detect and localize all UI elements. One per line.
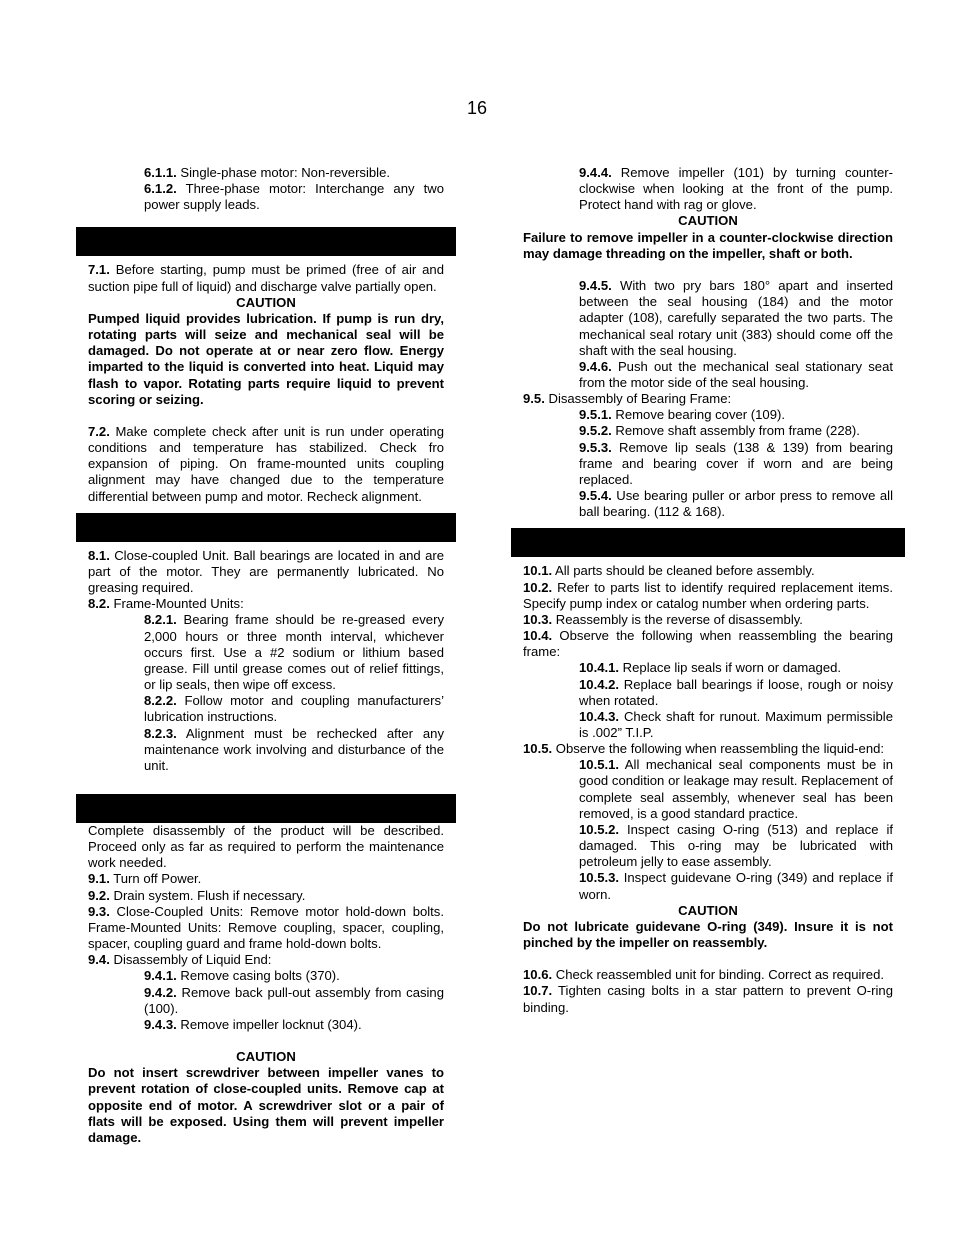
paragraph-10-4-1: 10.4.1. Replace lip seals if worn or damaged. bbox=[579, 660, 842, 676]
paragraph-8-2-3: 8.2.3. Alignment must be rechecked after any maintenance work involving and disturbance of the unit. bbox=[144, 725, 444, 773]
caution-label: CAUTION bbox=[236, 1049, 296, 1065]
caution-text: Failure to remove impeller in a counter-clockwise direction may damage threading on the impeller, shaft or both. bbox=[523, 229, 893, 261]
paragraph-8-2: 8.2. Frame-Mounted Units: bbox=[88, 596, 244, 612]
page-number: 16 bbox=[466, 98, 488, 118]
section-header-bar-7 bbox=[76, 227, 456, 256]
paragraph-9-2: 9.2. Drain system. Flush if necessary. bbox=[88, 887, 306, 903]
paragraph-9-1: 9.1. Turn off Power. bbox=[88, 871, 202, 887]
paragraph-9-4: 9.4. Disassembly of Liquid End: bbox=[88, 952, 272, 968]
caution-label: CAUTION bbox=[236, 294, 296, 310]
paragraph-9-intro: Complete disassembly of the product will be described. Proceed only as far as required to perform the maintenance work needed. bbox=[88, 822, 444, 871]
paragraph-9-3: 9.3. Close-Coupled Units: Remove motor hold-down bolts. Frame-Mounted Units: Remove coupling, spacer, coupling, spacer, coupling guard and frame hold-down bolts. bbox=[88, 903, 444, 952]
paragraph-7-1: 7.1. Before starting, pump must be primed (free of air and suction pipe full of liquid) and discharge valve partially open. bbox=[88, 262, 444, 294]
paragraph-10-1: 10.1. All parts should be cleaned before assembly. bbox=[523, 563, 815, 579]
section-header-bar-9 bbox=[76, 794, 456, 823]
left-column bbox=[88, 165, 444, 1146]
paragraph-10-7: 10.7. Tighten casing bolts in a star pattern to prevent O-ring binding. bbox=[523, 983, 893, 1015]
paragraph-10-2: 10.2. Refer to parts list to identify required replacement items. Specify pump index or catalog number when ordering parts. bbox=[523, 579, 893, 611]
paragraph-9-4-5: 9.4.5. With two pry bars 180° apart and inserted between the seal housing (184) and the motor adapter (108), carefully separated the two parts. The mechanical seal rotary unit (383) should come off the shaft with the seal housing. bbox=[579, 278, 893, 358]
paragraph-8-2-2: 8.2.2. Follow motor and coupling manufacturers’ lubrication instructions. bbox=[144, 693, 444, 725]
paragraph-9-5: 9.5. Disassembly of Bearing Frame: bbox=[523, 391, 732, 407]
caution-label: CAUTION bbox=[678, 213, 738, 229]
paragraph-9-4-4: 9.4.4. Remove impeller (101) by turning counter-clockwise when looking at the front of the pump. Protect hand with rag or glove. bbox=[579, 165, 893, 213]
section-header-bar-8 bbox=[76, 513, 456, 542]
paragraph-7-2: 7.2. Make complete check after unit is run under operating conditions and temperature has stabilized. Check fro expansion of piping. On frame-mounted units coupling alignment may have changed due to the temperature differential between pump and motor. Recheck alignment. bbox=[88, 424, 444, 504]
paragraph-9-4-1: 9.4.1. Remove casing bolts (370). bbox=[144, 968, 340, 984]
caution-text: Do not lubricate guidevane O-ring (349). Insure it is not pinched by the impeller on reassembly. bbox=[523, 918, 893, 951]
caution-text: Pumped liquid provides lubrication. If pump is run dry, rotating parts will seize and mechanical seal will be damaged. Do not operate at or near zero flow. Energy imparted to the liquid is converted into heat. Liquid may flash to vapor. Rotating parts require liquid to prevent scoring or seizing. bbox=[88, 310, 444, 407]
paragraph-10-4: 10.4. Observe the following when reassembling the bearing frame: bbox=[523, 628, 893, 660]
paragraph-9-5-2: 9.5.2. Remove shaft assembly from frame (228). bbox=[579, 423, 860, 439]
paragraph-8-2-1: 8.2.1. Bearing frame should be re-greased every 2,000 hours or three month interval, whichever occurs first. Use a #2 sodium or lithium based grease. Fill until grease comes out of relief fittings, or lip seals, then wipe off excess. bbox=[144, 612, 444, 693]
paragraph-6-1-1: 6.1.1. Single-phase motor: Non-reversible. bbox=[144, 165, 390, 180]
paragraph-6-1-2: 6.1.2. Three-phase motor: Interchange any two power supply leads. bbox=[144, 181, 444, 213]
paragraph-9-4-3: 9.4.3. Remove impeller locknut (304). bbox=[144, 1016, 362, 1032]
paragraph-10-5: 10.5. Observe the following when reassembling the liquid-end: bbox=[523, 741, 885, 757]
caution-text: Do not insert screwdriver between impeller vanes to prevent rotation of close-coupled units. Remove cap at opposite end of motor. A screwdriver slot or a pair of flats will be exposed. Using them will prevent impeller damage. bbox=[88, 1065, 444, 1145]
paragraph-10-4-3: 10.4.3. Check shaft for runout. Maximum permissible is .002” T.I.P. bbox=[579, 708, 893, 740]
paragraph-9-5-4: 9.5.4. Use bearing puller or arbor press to remove all ball bearing. (112 & 168). bbox=[579, 488, 893, 520]
right-column bbox=[523, 165, 893, 1016]
paragraph-9-5-1: 9.5.1. Remove bearing cover (109). bbox=[579, 407, 785, 423]
paragraph-9-5-3: 9.5.3. Remove lip seals (138 & 139) from bearing frame and bearing cover if worn and are being replaced. bbox=[579, 439, 893, 487]
paragraph-10-5-2: 10.5.2. Inspect casing O-ring (513) and replace if damaged. This o-ring may be lubricated with petroleum jelly to ease assembly. bbox=[579, 821, 893, 870]
paragraph-10-3: 10.3. Reassembly is the reverse of disassembly. bbox=[523, 611, 803, 627]
caution-label: CAUTION bbox=[678, 902, 738, 918]
paragraph-10-5-1: 10.5.1. All mechanical seal components must be in good condition or leakage may result. Replacement of complete seal assembly, whenever seal has been removed, is a good standard practice. bbox=[579, 757, 893, 821]
paragraph-10-4-2: 10.4.2. Replace ball bearings if loose, rough or noisy when rotated. bbox=[579, 676, 893, 708]
paragraph-9-4-6: 9.4.6. Push out the mechanical seal stationary seat from the motor side of the seal housing. bbox=[579, 358, 893, 391]
section-header-bar-10 bbox=[511, 528, 905, 557]
paragraph-10-5-3: 10.5.3. Inspect guidevane O-ring (349) and replace if worn. bbox=[579, 870, 893, 902]
paragraph-10-6: 10.6. Check reassembled unit for binding. Correct as required. bbox=[523, 967, 884, 983]
paragraph-9-4-2: 9.4.2. Remove back pull-out assembly from casing (100). bbox=[144, 984, 444, 1016]
paragraph-8-1: 8.1. Close-coupled Unit. Ball bearings are located in and are part of the motor. They are permanently lubricated. No greasing required. bbox=[88, 547, 444, 596]
